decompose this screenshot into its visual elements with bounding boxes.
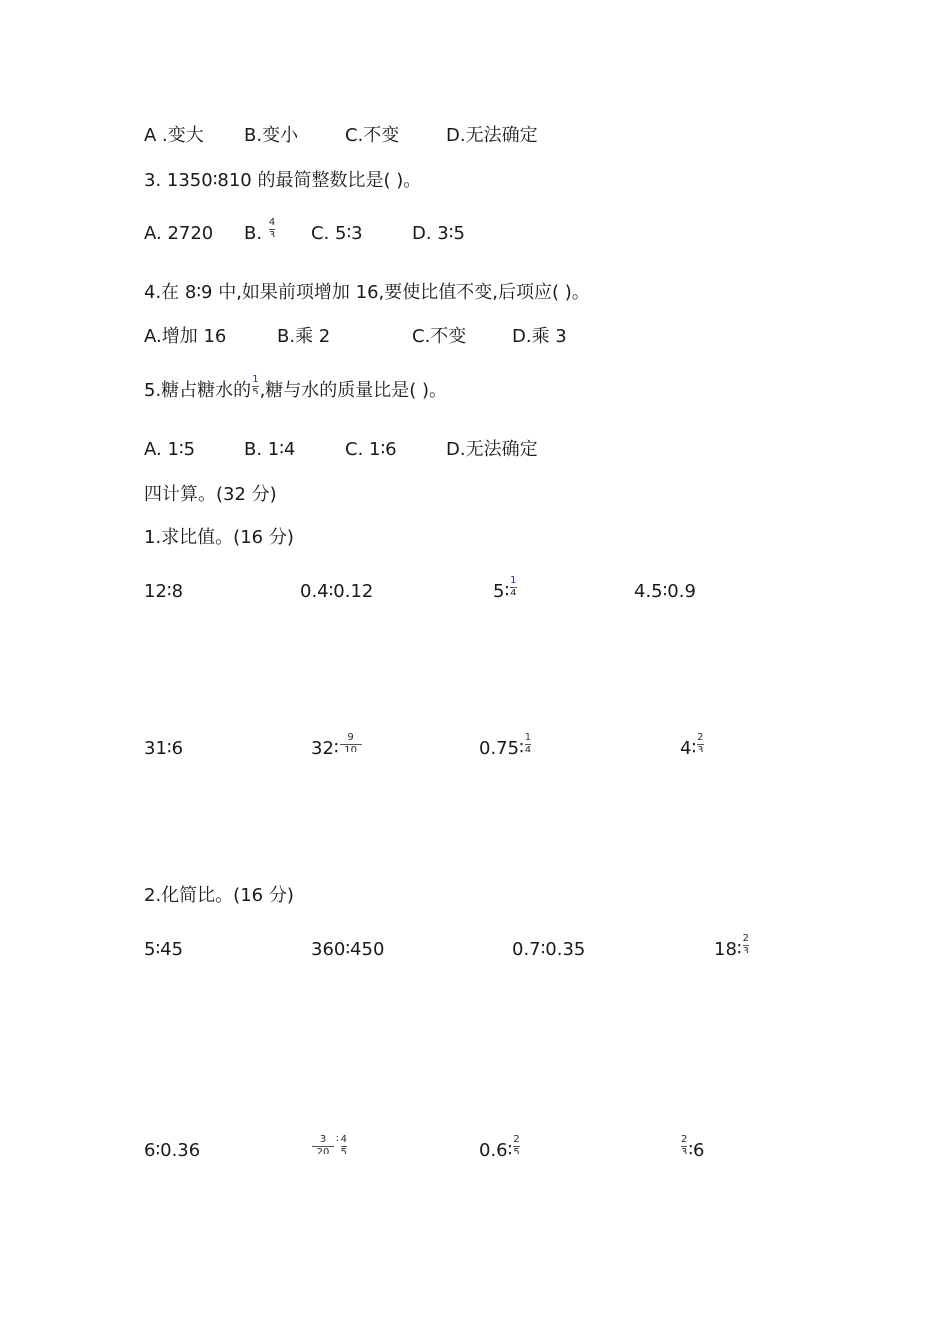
fraction-bar: [525, 744, 531, 745]
fraction-denominator: 4: [524, 746, 532, 752]
fraction-denominator: 3: [268, 231, 276, 237]
q3-option-d: D. 3∶5: [412, 223, 465, 244]
expr-fraction-2: [341, 1135, 347, 1155]
fraction-numerator: 3: [319, 1135, 327, 1145]
fraction-denominator: 4: [510, 589, 517, 595]
fraction-denominator: 20: [316, 1148, 330, 1154]
fraction-bar: [743, 945, 749, 946]
part1-r1-a: 12∶8: [144, 581, 184, 602]
fraction-numerator: 9: [347, 733, 354, 743]
q5-stem-before: 5.糖占糖水的: [144, 380, 252, 401]
fraction-numerator: 1: [524, 733, 532, 743]
part1-r1-d: 4.5∶0.9: [634, 581, 696, 602]
fraction-bar: [312, 1146, 334, 1147]
fraction-denominator: 5: [513, 1148, 520, 1154]
fraction-denominator: 3: [742, 947, 749, 953]
expr-fraction: [697, 733, 703, 753]
fraction-bar: [252, 386, 258, 387]
q2-option-a: A .变大: [144, 125, 204, 146]
fraction-bar: [340, 744, 362, 745]
expr-prefix: 5∶: [493, 581, 510, 602]
fraction-denominator: 5: [340, 1148, 347, 1154]
expr-prefix: 0.6∶: [479, 1140, 513, 1161]
q3-stem: 3. 1350∶810 的最简整数比是( )。: [144, 170, 422, 191]
expr-fraction-1: [312, 1135, 334, 1155]
fraction-denominator: 10: [344, 746, 357, 752]
q5-option-d: D.无法确定: [446, 439, 538, 460]
part1-r2-a: 31∶6: [144, 738, 184, 759]
part1-r2-b: [311, 733, 363, 760]
part1-r2-c: [479, 733, 532, 760]
part1-r1-b: 0.4∶0.12: [300, 581, 374, 602]
fraction-numerator: 2: [697, 733, 704, 743]
part2-r1-d: [714, 934, 750, 961]
part1-title: 1.求比值。(16 分): [144, 527, 294, 548]
q2-option-b: B.变小: [244, 125, 299, 146]
q5-fraction: [252, 375, 258, 395]
fraction-bar: [681, 1146, 687, 1147]
fraction-denominator: 3: [681, 1148, 688, 1154]
part1-r1-c: [493, 576, 518, 603]
q5-stem-after: ,糖与水的质量比是( )。: [259, 380, 448, 401]
q5-stem: [144, 375, 448, 402]
q3-option-b-prefix: B.: [244, 223, 263, 244]
expr-prefix: 4∶: [680, 738, 697, 759]
part2-r2-b: [311, 1135, 348, 1162]
expr-fraction: [743, 934, 749, 954]
part2-r2-c: [479, 1135, 521, 1162]
ratio-separator: ∶: [336, 1135, 339, 1145]
q3-option-c: C. 5∶3: [311, 223, 363, 244]
q4-option-d: D.乘 3: [512, 326, 567, 347]
expr-fraction: [340, 733, 362, 753]
q3-option-b-fraction: [269, 218, 275, 238]
fraction-denominator: 5: [252, 388, 259, 394]
expr-fraction: [681, 1135, 687, 1155]
fraction-numerator: 4: [340, 1135, 347, 1145]
q2-option-d: D.无法确定: [446, 125, 538, 146]
q3-option-a: A. 2720: [144, 223, 214, 244]
fraction-numerator: 2: [513, 1135, 520, 1145]
part2-r1-a: 5∶45: [144, 939, 184, 960]
expr-fraction: [510, 576, 516, 596]
expr-fraction: [525, 733, 531, 753]
fraction-bar: [510, 587, 516, 588]
fraction-bar: [697, 744, 703, 745]
part2-r1-c: 0.7∶0.35: [512, 939, 586, 960]
q4-option-a: A.增加 16: [144, 326, 227, 347]
fraction-numerator: 4: [268, 218, 276, 228]
q4-option-b: B.乘 2: [277, 326, 331, 347]
expr-prefix: 18∶: [714, 939, 742, 960]
q5-option-c: C. 1∶6: [345, 439, 397, 460]
q2-option-c: C.不变: [345, 125, 400, 146]
fraction-numerator: 2: [742, 934, 749, 944]
fraction-numerator: 2: [681, 1135, 688, 1145]
q4-option-c: C.不变: [412, 326, 467, 347]
part2-r1-b: 360∶450: [311, 939, 385, 960]
fraction-bar: [513, 1146, 519, 1147]
expr-prefix: 32∶: [311, 738, 339, 759]
q3-option-b: [244, 218, 276, 245]
fraction-bar: [341, 1146, 347, 1147]
fraction-numerator: 1: [510, 576, 517, 586]
fraction-bar: [269, 229, 275, 230]
section-4-title: 四计算。(32 分): [144, 484, 277, 505]
q5-option-a: A. 1∶5: [144, 439, 196, 460]
q4-stem: 4.在 8∶9 中,如果前项增加 16,要使比值不变,后项应( )。: [144, 282, 590, 303]
expr-suffix: ∶6: [688, 1140, 705, 1161]
fraction-numerator: 1: [252, 375, 259, 385]
fraction-denominator: 3: [697, 746, 704, 752]
expr-fraction: [513, 1135, 519, 1155]
expr-prefix: 0.75∶: [479, 738, 524, 759]
part2-r2-d: [680, 1135, 705, 1162]
part2-r2-a: 6∶0.36: [144, 1140, 201, 1161]
part2-title: 2.化简比。(16 分): [144, 885, 294, 906]
part1-r2-d: [680, 733, 705, 760]
q5-option-b: B. 1∶4: [244, 439, 296, 460]
